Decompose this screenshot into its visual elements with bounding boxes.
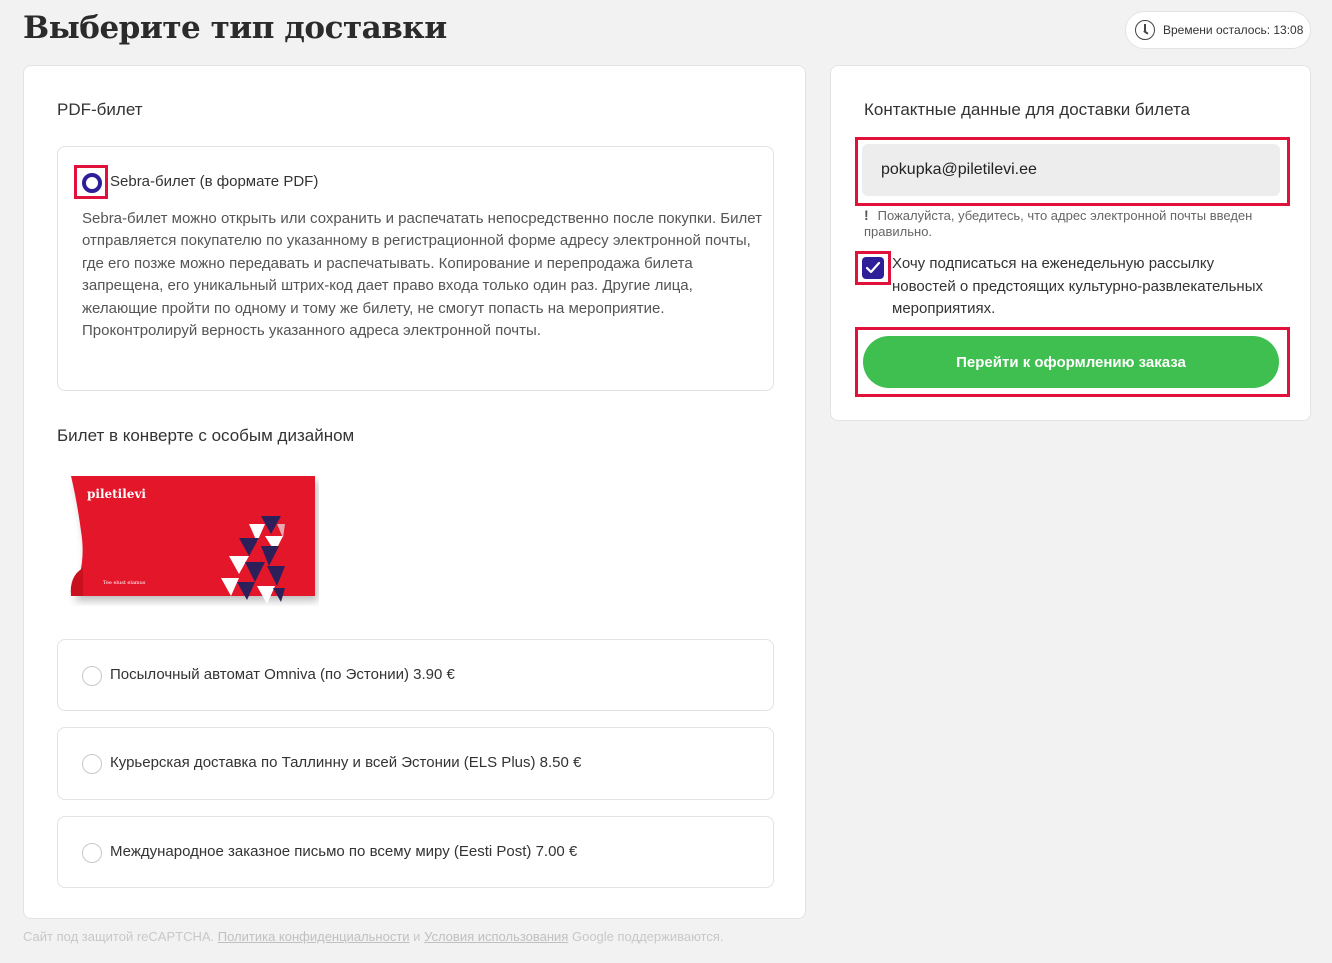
pdf-section-title: PDF-билет <box>57 100 143 119</box>
pdf-ticket-radio[interactable] <box>82 173 102 193</box>
international-radio[interactable] <box>82 843 102 863</box>
footer-and: и <box>413 929 421 944</box>
newsletter-label: Хочу подписаться на еженедельную рассылку новостей о предстоящих культурно-развлекательных мероприятиях. <box>892 255 1263 317</box>
contact-title: Контактные данные для доставки билета <box>864 100 1191 119</box>
page-title: Выберите тип доставки <box>23 10 447 46</box>
footer-prefix: Сайт под защитой reCAPTCHA. <box>23 929 215 944</box>
email-field[interactable] <box>862 144 1280 196</box>
pdf-ticket-description: Sebra-билет можно открыть или сохранить и распечатать непосредственно после покупки. Билет отправляется покупателю по указанному в регистрационной форме адресу электронной почты, где его позже можно передавать и распечатывать. Копирование и перепродажа билета запрещена, его уникальный штрих-код дает право входа только один раз. Другие лица, желающие пройти по одному и тому же билету, не смогут попасть на мероприятие. Проконтролируй верность указанного адреса электронной почты. <box>82 210 762 340</box>
exclamation-icon: ! <box>864 207 869 223</box>
privacy-policy-link[interactable]: Политика конфиденциальности <box>217 929 410 944</box>
delivery-option-international[interactable] <box>57 816 774 888</box>
courier-label: Курьерская доставка по Таллинну и всей Эстонии (ELS Plus) 8.50 € <box>110 754 582 771</box>
timer-badge <box>1125 11 1311 49</box>
envelope-section-title: Билет в конверте с особым дизайном <box>57 426 355 445</box>
delivery-option-omniva[interactable] <box>57 639 774 711</box>
email-note <box>864 207 1264 240</box>
omniva-radio[interactable] <box>82 666 102 686</box>
footer-suffix: Google поддерживаются. <box>571 929 724 944</box>
terms-of-service-link[interactable]: Условия использования <box>424 929 569 944</box>
pdf-ticket-option[interactable] <box>57 146 774 391</box>
email-note-text: Пожалуйста, убедитесь, что адрес электронной почты введен правильно. <box>864 208 1253 239</box>
clock-icon <box>1135 20 1155 40</box>
envelope-ticket-image <box>69 476 319 606</box>
recaptcha-footer <box>23 929 724 944</box>
proceed-to-checkout-button[interactable]: Перейти к оформлению заказа <box>863 336 1279 388</box>
international-label: Международное заказное письмо по всему миру (Eesti Post) 7.00 € <box>110 843 578 860</box>
contact-card <box>830 65 1311 421</box>
courier-radio[interactable] <box>82 754 102 774</box>
envelope-brand-text: piletilevi <box>87 487 146 501</box>
delivery-option-courier[interactable] <box>57 727 774 800</box>
omniva-label: Посылочный автомат Omniva (по Эстонии) 3.90 € <box>110 666 455 683</box>
timer-text: Времени осталось: 13:08 <box>1163 23 1304 37</box>
newsletter-checkbox[interactable] <box>862 257 884 279</box>
delivery-options-card <box>23 65 806 919</box>
checkmark-icon <box>865 260 881 276</box>
envelope-tagline-text: Tee elust elamus <box>103 580 146 586</box>
pdf-ticket-label: Sebra-билет (в формате PDF) <box>110 173 319 190</box>
